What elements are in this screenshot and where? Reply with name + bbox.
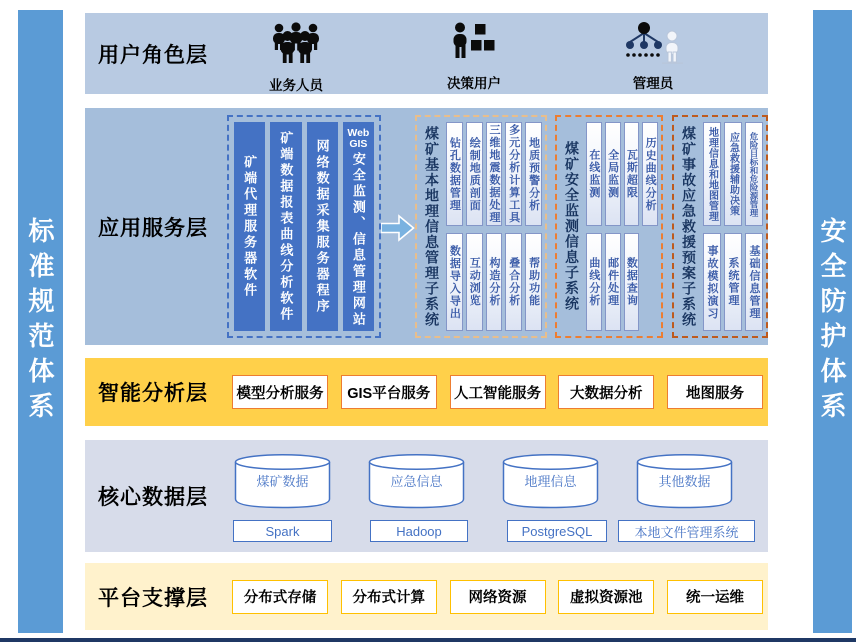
function-cell: 危险目标和危险源管理 [745,122,763,226]
database-cylinder-icon [368,453,465,510]
standards-system-bar [18,10,63,633]
resource-box: 网络资源 [450,580,546,614]
function-cell: 瓦斯超限 [624,122,640,226]
function-cell: 曲线分析 [586,233,602,331]
function-cell: 地理信息和地图管理 [703,122,721,226]
flow-arrow-icon [381,214,415,242]
security-system-label: 安全防护体系 [817,216,847,427]
function-cell: 帮助功能 [525,233,542,331]
standards-system-label: 标准规范体系 [25,216,55,427]
storage-box: PostgreSQL [507,520,607,542]
layer-title-app: 应用服务层 [98,216,208,240]
layer-core-data [85,440,768,552]
role-decision-user [412,21,536,92]
role-business-staff [234,21,358,94]
bottom-edge-bar [0,638,856,642]
decision-user-icon [451,21,497,65]
layer-title-analysis: 智能分析层 [98,382,208,405]
function-cell: 钻孔数据管理 [446,122,463,226]
function-cell: 历史曲线分析 [642,122,658,226]
role-label: 管理员 [632,76,674,91]
service-box: 地图服务 [667,375,763,409]
people-group-icon [269,21,323,67]
subsystem-basic-geo-info [415,115,547,338]
subsystem-name: 煤矿基本地理信息管理子系统 [424,125,440,328]
database-label: 应急信息 [390,474,443,489]
resource-box: 分布式计算 [341,580,437,614]
database-label: 地理信息 [524,474,577,489]
subsystem-function-grid [586,122,658,331]
database-cylinder-icon [234,453,331,510]
function-cell: 三维地震数据处理 [486,122,503,226]
resource-box: 分布式存储 [232,580,328,614]
function-cell: 构造分析 [486,233,503,331]
client-bar-report-analysis: 矿端数据报表曲线分析软件 [270,122,301,331]
role-administrator [591,21,715,92]
function-cell: 数据查询 [624,233,640,331]
function-cell: 互动浏览 [466,233,483,331]
database-cylinder-icon [502,453,599,510]
function-cell: 全局监测 [605,122,621,226]
database-cylinder-icon [636,453,733,510]
client-bar-proxy-server: 矿端代理服务器软件 [234,122,265,331]
service-box: 人工智能服务 [450,375,546,409]
subsystem-safety-monitoring [555,115,663,338]
function-cell: 邮件处理 [605,233,621,331]
function-cell: 基础信息管理 [745,233,763,331]
security-system-bar [813,10,852,633]
storage-box: Spark [233,520,332,542]
subsystem-function-grid [446,122,542,331]
resource-box: 统一运维 [667,580,763,614]
subsystem-name: 煤矿安全监测信息子系统 [564,141,580,312]
function-cell: 多元分析计算工具 [505,122,522,226]
database-label: 其他数据 [658,474,711,489]
layer-analysis [85,358,768,426]
function-cell: 数据导入导出 [446,233,463,331]
layer-title-platform: 平台支撑层 [98,586,208,610]
role-label: 决策用户 [447,76,501,91]
admin-org-icon [622,21,684,65]
subsystem-name: 煤矿事故应急救援预案子系统 [681,125,697,328]
client-software-group [227,115,381,338]
layer-app-services [85,108,768,345]
platform-resources-row [232,580,763,614]
storage-row [233,520,755,542]
database-label: 煤矿数据 [256,474,309,489]
layer-platform [85,563,768,630]
function-cell: 系统管理 [724,233,742,331]
function-cell: 绘制地质剖面 [466,122,483,226]
function-cell: 地质预警分析 [525,122,542,226]
subsystem-emergency-rescue [672,115,768,338]
subsystem-function-grid [703,122,763,331]
layer-user-roles [85,13,768,94]
storage-box: 本地文件管理系统 [618,520,755,542]
function-cell: 事故模拟演习 [703,233,721,331]
function-cell: 在线监测 [586,122,602,226]
layer-title-data: 核心数据层 [98,486,208,509]
role-label: 业务人员 [269,78,323,93]
service-box: 模型分析服务 [232,375,328,409]
function-cell: 叠合分析 [505,233,522,331]
storage-box: Hadoop [370,520,468,542]
service-box: GIS平台服务 [341,375,437,409]
analysis-services-row [232,375,763,409]
client-bar-webgis-site: Web GIS 安全监测、信息管理网站 [343,122,374,331]
service-box: 大数据分析 [558,375,654,409]
resource-box: 虚拟资源池 [558,580,654,614]
database-row [234,453,733,510]
layer-title-user: 用户角色层 [98,43,208,67]
function-cell: 应急救援辅助决策 [724,122,742,226]
client-bar-data-collection: 网络数据采集服务器程序 [307,122,338,331]
